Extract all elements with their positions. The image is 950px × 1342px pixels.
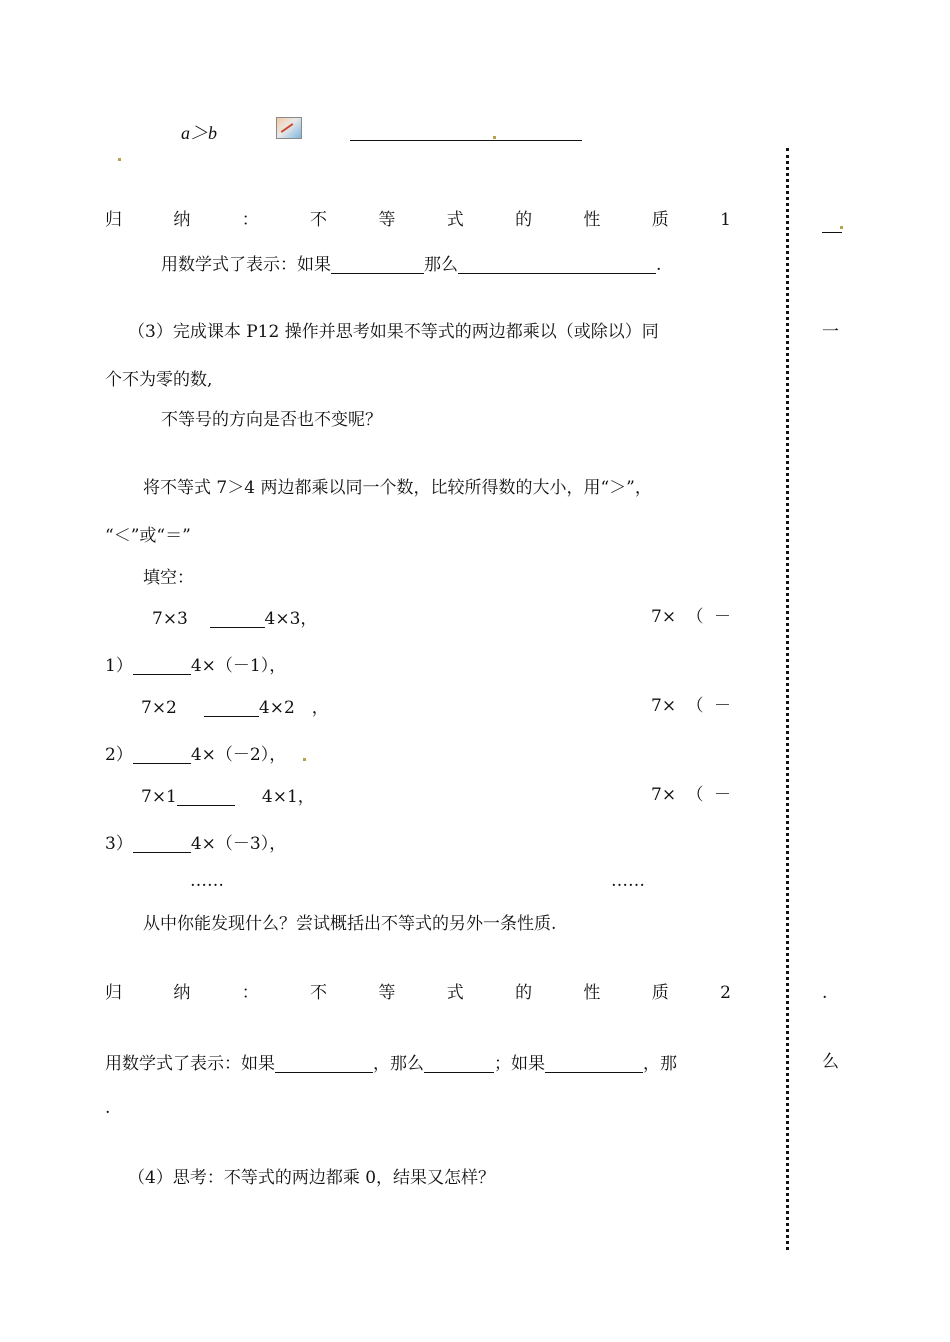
summary-formula-2 xyxy=(105,1054,677,1073)
exercise-left xyxy=(141,787,315,806)
answer-blank xyxy=(458,255,656,274)
exercise-right xyxy=(651,698,731,715)
answer-blank xyxy=(331,255,424,274)
formula-text: 那么 xyxy=(424,255,458,275)
heading-char: 不 xyxy=(310,983,328,1003)
heading-char: 1 xyxy=(720,210,731,230)
heading-char: 质 xyxy=(651,210,669,230)
heading-char: 质 xyxy=(651,983,669,1003)
exercise-continuation xyxy=(105,834,286,853)
summary-heading-1 xyxy=(105,212,731,229)
margin-dotted-rule xyxy=(786,148,789,1250)
heading-char: 纳 xyxy=(173,983,191,1003)
exercise-text: 7×3 xyxy=(152,609,188,629)
exercise-text: 7×2 xyxy=(141,698,177,718)
exercise-text: 3） xyxy=(105,834,133,854)
formula-text: ；如果 xyxy=(494,1054,545,1074)
answer-blank xyxy=(210,609,265,628)
heading-char: 纳 xyxy=(173,210,191,230)
answer-blank xyxy=(350,122,582,141)
margin-blank xyxy=(822,214,842,233)
ellipsis: …… xyxy=(611,871,645,891)
section-3-line-1: （3）完成课本 P12 操作并思考如果不等式的两边都乘以（或除以）同 xyxy=(128,322,659,342)
exercise-text: 4×1， xyxy=(261,787,315,807)
heading-char: 的 xyxy=(515,983,533,1003)
section-4-text: （4）思考：不等式的两边都乘 0，结果又怎样？ xyxy=(128,1168,496,1188)
heading-char: ： xyxy=(241,210,259,230)
exercise-text: （ xyxy=(686,696,704,716)
exercise-continuation xyxy=(105,745,286,764)
margin-mark: . xyxy=(822,983,828,1003)
heading-char: 的 xyxy=(515,210,533,230)
task-line-2: “＜”或“＝” xyxy=(105,526,191,546)
margin-mark: 一 xyxy=(822,322,839,342)
exercise-text: 7× xyxy=(651,696,677,716)
formula-text: 用数学式了表示：如果 xyxy=(161,255,331,275)
exercise-text: 1） xyxy=(105,656,133,676)
task-line-1: 将不等式 7＞4 两边都乘以同一个数，比较所得数的大小，用“＞”， xyxy=(143,478,652,498)
answer-blank xyxy=(424,1054,494,1073)
exercise-right xyxy=(651,787,731,804)
formula-text: ，那 xyxy=(643,1054,677,1074)
answer-blank xyxy=(177,787,235,806)
exercise-text: － xyxy=(714,696,731,716)
ellipsis: …… xyxy=(190,871,224,891)
formula-period: . xyxy=(105,1098,111,1118)
exercise-text: 4×（－3）， xyxy=(190,834,287,854)
exercise-text: 7×1 xyxy=(141,787,177,807)
exercise-text: 4×（－1）， xyxy=(190,656,287,676)
exercise-left xyxy=(152,609,317,628)
exercise-text: （ xyxy=(686,607,704,627)
formula-text: ，那么 xyxy=(373,1054,424,1074)
heading-char: 性 xyxy=(583,983,601,1003)
decorative-dot xyxy=(118,158,121,161)
section-3-line-3: 不等号的方向是否也不变呢？ xyxy=(161,410,382,430)
heading-char: 归 xyxy=(105,210,122,230)
decorative-dot xyxy=(303,758,306,761)
exercise-text: 4×2 ， xyxy=(258,698,329,718)
exercise-right xyxy=(651,609,731,626)
inequality-expr: a＞b xyxy=(181,123,217,143)
broken-image-icon xyxy=(276,117,302,139)
heading-char: 式 xyxy=(446,983,464,1003)
answer-blank xyxy=(545,1054,643,1073)
answer-blank xyxy=(133,745,191,764)
exercise-text: 4×3， xyxy=(264,609,318,629)
margin-mark: 么 xyxy=(822,1052,839,1072)
formula-text: 用数学式了表示：如果 xyxy=(105,1054,275,1074)
heading-char: 等 xyxy=(378,210,396,230)
section-3-line-2: 个不为零的数, xyxy=(105,370,213,390)
summary-formula-1 xyxy=(161,255,661,274)
heading-char: ： xyxy=(241,983,259,1003)
heading-char: 性 xyxy=(583,210,601,230)
heading-char: 归 xyxy=(105,983,122,1003)
exercise-text: － xyxy=(714,607,731,627)
exercise-text: 2） xyxy=(105,745,133,765)
exercise-continuation xyxy=(105,656,286,675)
fill-label: 填空： xyxy=(143,568,194,588)
exercise-text: 4×（－2）， xyxy=(190,745,287,765)
answer-blank xyxy=(133,656,191,675)
exercise-text: 7× xyxy=(651,607,677,627)
answer-blank xyxy=(275,1054,373,1073)
heading-char: 式 xyxy=(446,210,464,230)
heading-char: 不 xyxy=(310,210,328,230)
exercise-text: （ xyxy=(686,785,704,805)
answer-blank xyxy=(204,698,259,717)
formula-text: . xyxy=(656,255,662,275)
summary-heading-2 xyxy=(105,985,731,1002)
discover-text: 从中你能发现什么？尝试概括出不等式的另外一条性质. xyxy=(143,914,557,934)
exercise-text: 7× xyxy=(651,785,677,805)
exercise-left xyxy=(141,698,329,717)
heading-char: 等 xyxy=(378,983,396,1003)
exercise-text: － xyxy=(714,785,731,805)
answer-blank xyxy=(133,834,191,853)
heading-char: 2 xyxy=(720,983,731,1003)
